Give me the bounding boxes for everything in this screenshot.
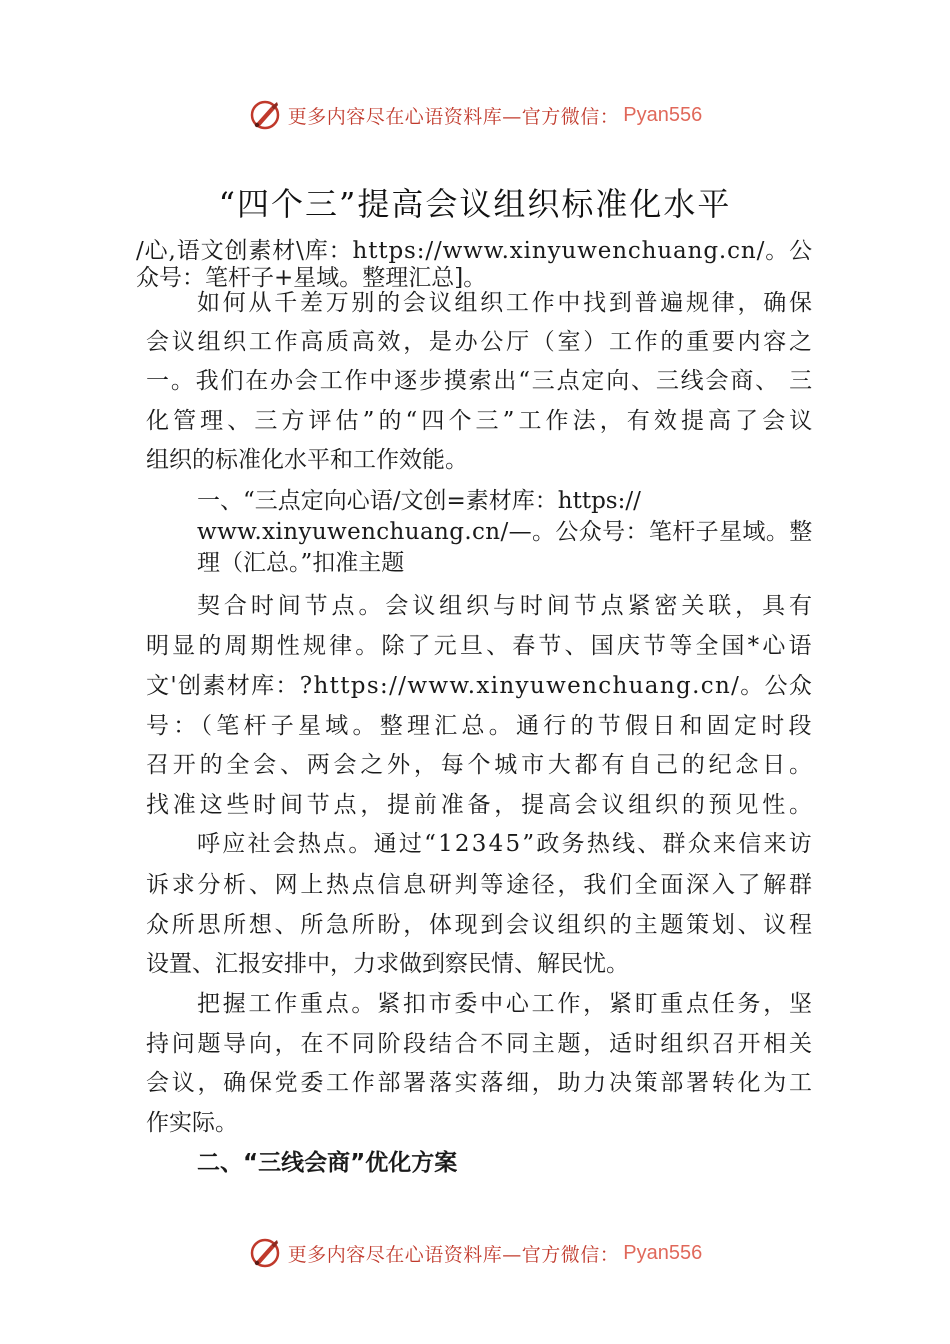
document-title: “四个三”提高会议组织标准化水平 <box>218 185 732 223</box>
body-line: /心,语文创素材\库：https://www.xinyuwenchuang.cn/。公 <box>136 238 813 264</box>
header-watermark-handle: Pyan556 <box>623 103 703 126</box>
body-line: 契合时间节点。会议组织与时间节点紧密关联，具有 <box>197 593 816 619</box>
body-line: 组织的标准化水平和工作效能。 <box>146 447 468 473</box>
body-line: 找准这些时间节点，提前准备，提高会议组织的预见性。 <box>146 792 816 818</box>
section-heading-1-cont: www.xinyuwenchuang.cn/—。公众号：笔杆子星域。整 <box>197 519 813 545</box>
body-line: 诉求分析、网上热点信息研判等途径，我们全面深入了解群 <box>146 872 815 898</box>
body-line: 设置、汇报安排中，力求做到察民情、解民忧。 <box>146 951 629 977</box>
section-heading-2: 二、“三线会商”优化方案 <box>197 1150 458 1176</box>
header-watermark-banner <box>0 95 950 135</box>
body-line: 持问题导向，在不同阶段结合不同主题，适时组织召开相关 <box>146 1031 815 1057</box>
body-line: 一。我们在办会工作中逐步摸索出“三点定向、三线会商、 三 <box>146 368 814 394</box>
brush-logo-icon <box>248 98 282 132</box>
body-line: 明显的周期性规律。除了元旦、春节、国庆节等全国*心语 <box>146 633 815 659</box>
footer-watermark-banner <box>0 1233 950 1273</box>
body-line: 号：（笔杆子星域。整理汇总。通行的节假日和固定时段 <box>146 713 816 739</box>
body-line: 召开的全会、两会之外，每个城市大都有自己的纪念日。 <box>146 752 816 778</box>
section-heading-1-cont: 理（汇总。”扣准主题 <box>197 550 405 576</box>
header-watermark-text: 更多内容尽在心语资料库—官方微信： <box>287 105 620 128</box>
body-line: 会议组织工作高质高效，是办公厅（室）工作的重要内容之 <box>146 329 815 355</box>
body-line: 作实际。 <box>146 1110 238 1136</box>
body-line: 众号：笔杆子+星域。整理汇总]。 <box>136 265 487 291</box>
footer-watermark-text: 更多内容尽在心语资料库—官方微信： <box>287 1243 620 1266</box>
brush-logo-icon <box>248 1236 282 1270</box>
footer-watermark-handle: Pyan556 <box>623 1241 703 1264</box>
body-line: 化管理、三方评估”的“四个三”工作法，有效提高了会议 <box>146 408 817 434</box>
body-line: 如何从千差万别的会议组织工作中找到普遍规律，确保 <box>197 290 815 316</box>
body-line: 会议，确保党委工作部署落实落细，助力决策部署转化为工 <box>146 1070 815 1096</box>
section-heading-1: 一、“三点定向心语/文创=素材库：https:// <box>197 488 641 514</box>
body-line: 把握工作重点。紧扣市委中心工作，紧盯重点任务，坚 <box>197 991 815 1017</box>
body-line: 文'创素材库：?https://www.xinyuwenchuang.cn/。公众 <box>146 673 814 699</box>
body-line: 众所思所想、所急所盼，体现到会议组织的主题策划、议程 <box>146 912 815 938</box>
body-line: 呼应社会热点。通过“12345”政务热线、群众来信来访 <box>197 831 814 857</box>
